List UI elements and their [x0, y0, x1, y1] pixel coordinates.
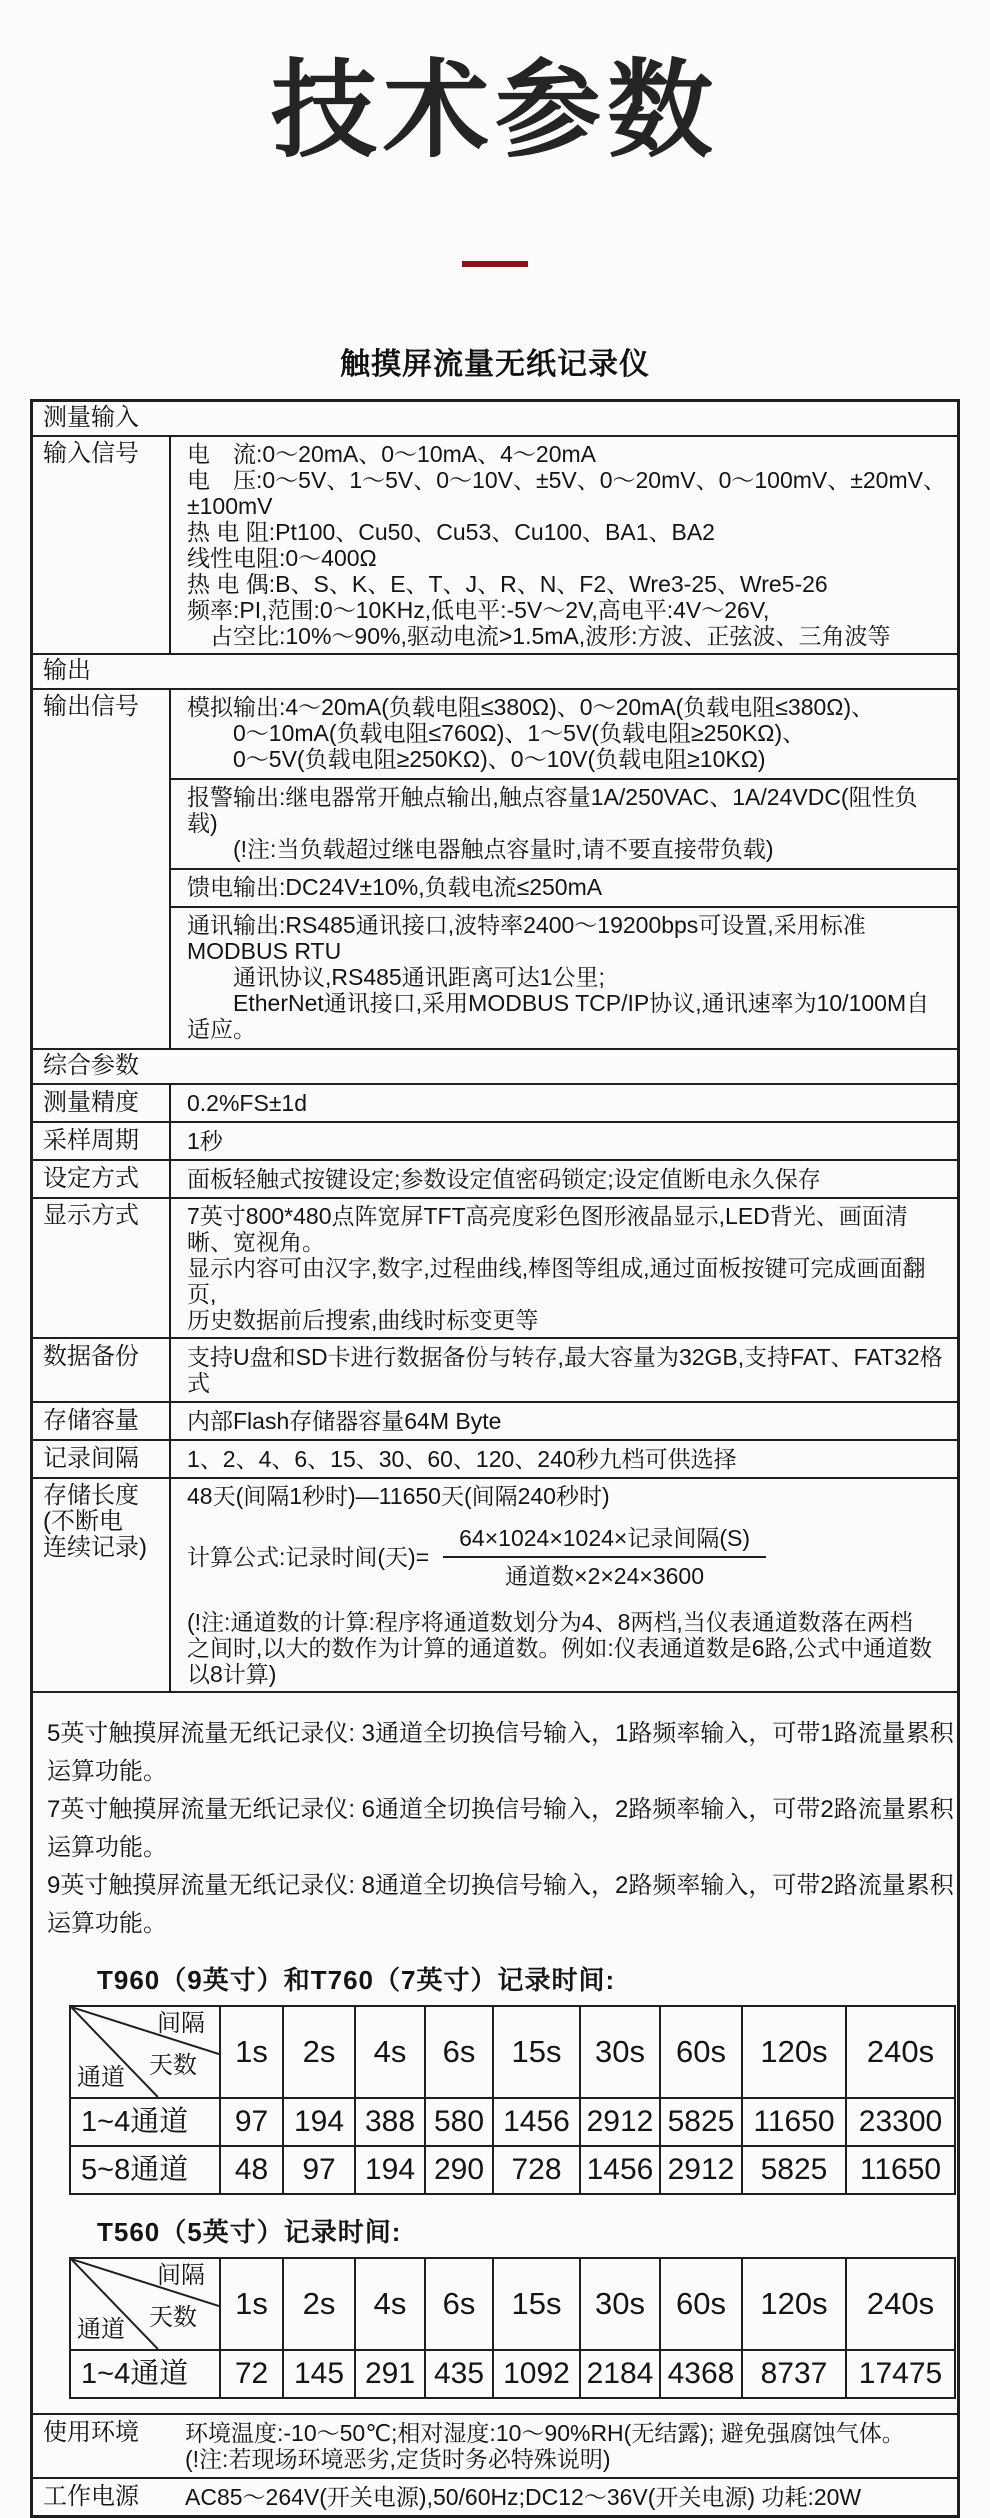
interval-header-cell: 2s [283, 2258, 355, 2350]
days-cell: 194 [283, 2098, 355, 2146]
interval-header-cell: 240s [846, 2006, 955, 2098]
text-line: 存储长度 [43, 1481, 139, 1509]
subrow-feed-output [171, 868, 957, 906]
record-table-a-title: T960（9英寸）和T760（7英寸）记录时间: [97, 1964, 616, 1995]
interval-header-cell: 15s [493, 2006, 580, 2098]
interval-header-cell: 1s [220, 2258, 283, 2350]
row-value: AC85～264V(开关电源),50/60Hz;DC12～36V(开关电源) 功耗:20W [185, 2483, 862, 2510]
interval-header-cell: 6s [425, 2006, 493, 2098]
interval-header-cell: 4s [355, 2258, 425, 2350]
days-cell: 23300 [846, 2098, 955, 2146]
formula-prefix: 计算公式:记录时间(天)= [187, 1543, 430, 1570]
row-label: 输入信号 [33, 437, 171, 653]
interval-header-cell: 2s [283, 2006, 355, 2098]
spec-row-backup [33, 1337, 957, 1401]
days-cell: 1456 [580, 2146, 660, 2194]
row-label: 数据备份 [33, 1339, 171, 1401]
model-7inch-line: 7英寸触摸屏流量无纸记录仪: 6通道全切换信号输入，2路频率输入，可带2路流量累积运算功能。 [47, 1795, 954, 1861]
days-cell: 5825 [742, 2146, 846, 2194]
interval-header-cell: 120s [742, 2006, 846, 2098]
output-signal-subrows [171, 690, 957, 1048]
days-cell: 435 [425, 2350, 493, 2398]
spec-row-setting [33, 1159, 957, 1197]
spec-row-environment [33, 2413, 957, 2477]
row-label: 测量精度 [33, 1085, 171, 1121]
spec-row-capacity [33, 1401, 957, 1439]
spec-row-interval [33, 1439, 957, 1477]
corner-channel-label: 通道 [77, 2063, 125, 2091]
interval-header-cell: 6s [425, 2258, 493, 2350]
row-value: 内部Flash存储器容量64M Byte [187, 1407, 502, 1434]
days-cell: 388 [355, 2098, 425, 2146]
text-line: 以8计算) [187, 1660, 277, 1687]
row-value [171, 1479, 957, 1691]
text-line: 电 流:0～20mA、0～10mA、4～20mA [187, 440, 597, 467]
row-value: 面板轻触式按键设定;参数设定值密码锁定;设定值断电永久保存 [187, 1165, 821, 1192]
row-value: 支持U盘和SD卡进行数据备份与转存,最大容量为32GB,支持FAT、FAT32格式 [187, 1343, 943, 1396]
days-cell: 97 [283, 2146, 355, 2194]
days-cell: 291 [355, 2350, 425, 2398]
text-line: 热 电 阻:Pt100、Cu50、Cu53、Cu100、BA1、BA2 [187, 518, 715, 545]
spec-row-accuracy [33, 1083, 957, 1121]
text-line: 报警输出:继电器常开触点输出,触点容量1A/250VAC、1A/24VDC(阻性负载) [187, 783, 918, 836]
diagonal-header-cell [70, 2006, 220, 2098]
text-line: 连续记录) [43, 1533, 147, 1561]
days-cell: 5825 [660, 2098, 742, 2146]
text-line: 历史数据前后搜索,曲线时标变更等 [187, 1306, 539, 1333]
models-cell [33, 1693, 966, 2413]
corner-interval-label: 间隔 [157, 2009, 205, 2037]
text-line: (!注:当负载超过继电器触点容量时,请不要直接带负载) [187, 835, 774, 862]
interval-header-cell: 30s [580, 2006, 660, 2098]
interval-header-cell: 120s [742, 2258, 846, 2350]
text-line: EtherNet通讯接口,采用MODBUS TCP/IP协议,通讯速率为10/100M自适应。 [187, 989, 930, 1042]
days-cell: 145 [283, 2350, 355, 2398]
accent-dash [462, 261, 528, 267]
days-cell: 290 [425, 2146, 493, 2194]
days-cell: 728 [493, 2146, 580, 2194]
model-5inch-line: 5英寸触摸屏流量无纸记录仪: 3通道全切换信号输入，1路频率输入，可带1路流量累积运算功能。 [47, 1719, 954, 1785]
spec-row-sampling [33, 1121, 957, 1159]
text-line: 0～10mA(负载电阻≤760Ω)、1～5V(负载电阻≥250KΩ)、 [187, 719, 806, 746]
days-cell: 2184 [580, 2350, 660, 2398]
table-row [70, 2146, 955, 2194]
text-line: 电 压:0～5V、1～5V、0～10V、±5V、0～20mV、0～100mV、±20mV、±100mV [187, 466, 946, 519]
corner-channel-label: 通道 [77, 2315, 125, 2343]
subrow-analog-output [171, 690, 957, 778]
formula-denominator: 通道数×2×24×3600 [505, 1562, 704, 1589]
interval-header-cell: 15s [493, 2258, 580, 2350]
formula-numerator: 64×1024×1024×记录间隔(S) [443, 1525, 766, 1558]
spec-row-output-signal [33, 688, 957, 1048]
row-label: 工作电源 [43, 2482, 139, 2510]
text-line: 显示内容可由汉字,数字,过程曲线,棒图等组成,通过面板按键可完成画面翻页, [187, 1254, 926, 1307]
row-value [169, 2415, 957, 2477]
record-table-b-title: T560（5英寸）记录时间: [97, 2216, 402, 2247]
days-cell: 4368 [660, 2350, 742, 2398]
text-line: (不断电 [43, 1507, 123, 1535]
days-cell: 2912 [580, 2098, 660, 2146]
days-cell: 8737 [742, 2350, 846, 2398]
days-cell: 11650 [846, 2146, 955, 2194]
text-line: 环境温度:-10～50℃;相对湿度:10～90%RH(无结露); 避免强腐蚀气体。 [185, 2419, 905, 2446]
days-cell: 1092 [493, 2350, 580, 2398]
subrow-comm-output [171, 906, 957, 1048]
days-cell: 194 [355, 2146, 425, 2194]
days-cell: 580 [425, 2098, 493, 2146]
formula-fraction [443, 1525, 766, 1589]
interval-header-cell: 60s [660, 2258, 742, 2350]
days-cell: 11650 [742, 2098, 846, 2146]
product-subtitle: 触摸屏流量无纸记录仪 [340, 347, 650, 381]
section-header-general: 综合参数 [33, 1048, 957, 1083]
text-line: 线性电阻:0～400Ω [187, 544, 377, 571]
interval-header-cell: 240s [846, 2258, 955, 2350]
text-line: 馈电输出:DC24V±10%,负载电流≤250mA [187, 873, 603, 900]
channel-row-label: 1~4通道 [70, 2098, 220, 2146]
text-line: 之间时,以大的数作为计算的通道数。例如:仪表通道数是6路,公式中通道数 [187, 1634, 932, 1661]
spec-row-display [33, 1197, 957, 1337]
row-value [171, 437, 957, 653]
days-cell: 2912 [660, 2146, 742, 2194]
text-line: 7英寸800*480点阵宽屏TFT高亮度彩色图形液晶显示,LED背光、画面清晰、宽视角。 [187, 1202, 908, 1255]
row-label: 存储容量 [33, 1403, 171, 1439]
row-label: 输出信号 [33, 690, 171, 1048]
row-value: 1秒 [187, 1127, 223, 1154]
text-line: 频率:PI,范围:0～10KHz,低电平:-5V～2V,高电平:4V～26V, [187, 596, 770, 623]
channel-row-label: 5~8通道 [70, 2146, 220, 2194]
table-row [70, 2350, 955, 2398]
corner-interval-label: 间隔 [157, 2261, 205, 2289]
table-row [70, 2098, 955, 2146]
text-line: 通讯协议,RS485通讯距离可达1公里; [187, 963, 605, 990]
text-line: 通讯输出:RS485通讯接口,波特率2400～19200bps可设置,采用标准MODBUS RTU [187, 911, 866, 964]
row-value [171, 1199, 957, 1337]
channel-row-label: 1~4通道 [70, 2350, 220, 2398]
days-cell: 72 [220, 2350, 283, 2398]
section-header-output: 输出 [33, 653, 957, 688]
text-line: (!注:若现场环境恶劣,定货时务必特殊说明) [185, 2445, 611, 2472]
storage-range: 48天(间隔1秒时)—11650天(间隔240秒时) [187, 1482, 610, 1509]
interval-header-cell: 30s [580, 2258, 660, 2350]
text-line: 热 电 偶:B、S、K、E、T、J、R、N、F2、Wre3-25、Wre5-26 [187, 570, 828, 597]
days-cell: 97 [220, 2098, 283, 2146]
corner-days-label: 天数 [149, 2051, 197, 2079]
days-cell: 17475 [846, 2350, 955, 2398]
row-value: 1、2、4、6、15、30、60、120、240秒九档可供选择 [187, 1445, 737, 1472]
row-label [33, 1479, 171, 1691]
row-label: 显示方式 [33, 1199, 171, 1337]
text-line: 占空比:10%～90%,驱动电流>1.5mA,波形:方波、正弦波、三角波等 [187, 622, 891, 649]
row-label: 设定方式 [33, 1161, 171, 1197]
text-line: 0～5V(负载电阻≥250KΩ)、0～10V(负载电阻≥10KΩ) [187, 745, 766, 772]
page-title: 技术参数 [271, 52, 719, 170]
row-label: 采样周期 [33, 1123, 171, 1159]
interval-header-cell: 60s [660, 2006, 742, 2098]
diagonal-header-cell [70, 2258, 220, 2350]
corner-days-label: 天数 [149, 2303, 197, 2331]
spec-table [30, 399, 960, 2518]
subrow-alarm-output [171, 778, 957, 868]
row-label: 使用环境 [43, 2418, 139, 2446]
storage-note [187, 1609, 947, 1687]
row-value: 0.2%FS±1d [187, 1089, 308, 1116]
row-label: 记录间隔 [33, 1441, 171, 1477]
spec-row-power [33, 2477, 957, 2515]
section-header-measure-input: 测量输入 [43, 403, 139, 431]
spec-row-storage-length [33, 1477, 957, 1691]
text-line: 模拟输出:4～20mA(负载电阻≤380Ω)、0～20mA(负载电阻≤380Ω)、 [187, 693, 875, 720]
days-cell: 48 [220, 2146, 283, 2194]
storage-formula [187, 1525, 947, 1589]
interval-header-cell: 4s [355, 2006, 425, 2098]
text-line: (!注:通道数的计算:程序将通道数划分为4、8两档,当仪表通道数落在两档 [187, 1608, 913, 1635]
interval-header-cell: 1s [220, 2006, 283, 2098]
days-cell: 1456 [493, 2098, 580, 2146]
record-table-t960-t760 [69, 2005, 956, 2195]
spec-row-input-signal [33, 435, 957, 653]
models-and-record-times [33, 1691, 957, 2413]
model-9inch-line: 9英寸触摸屏流量无纸记录仪: 8通道全切换信号输入，2路频率输入，可带2路流量累积运算功能。 [47, 1871, 954, 1937]
record-table-t560 [69, 2257, 956, 2399]
